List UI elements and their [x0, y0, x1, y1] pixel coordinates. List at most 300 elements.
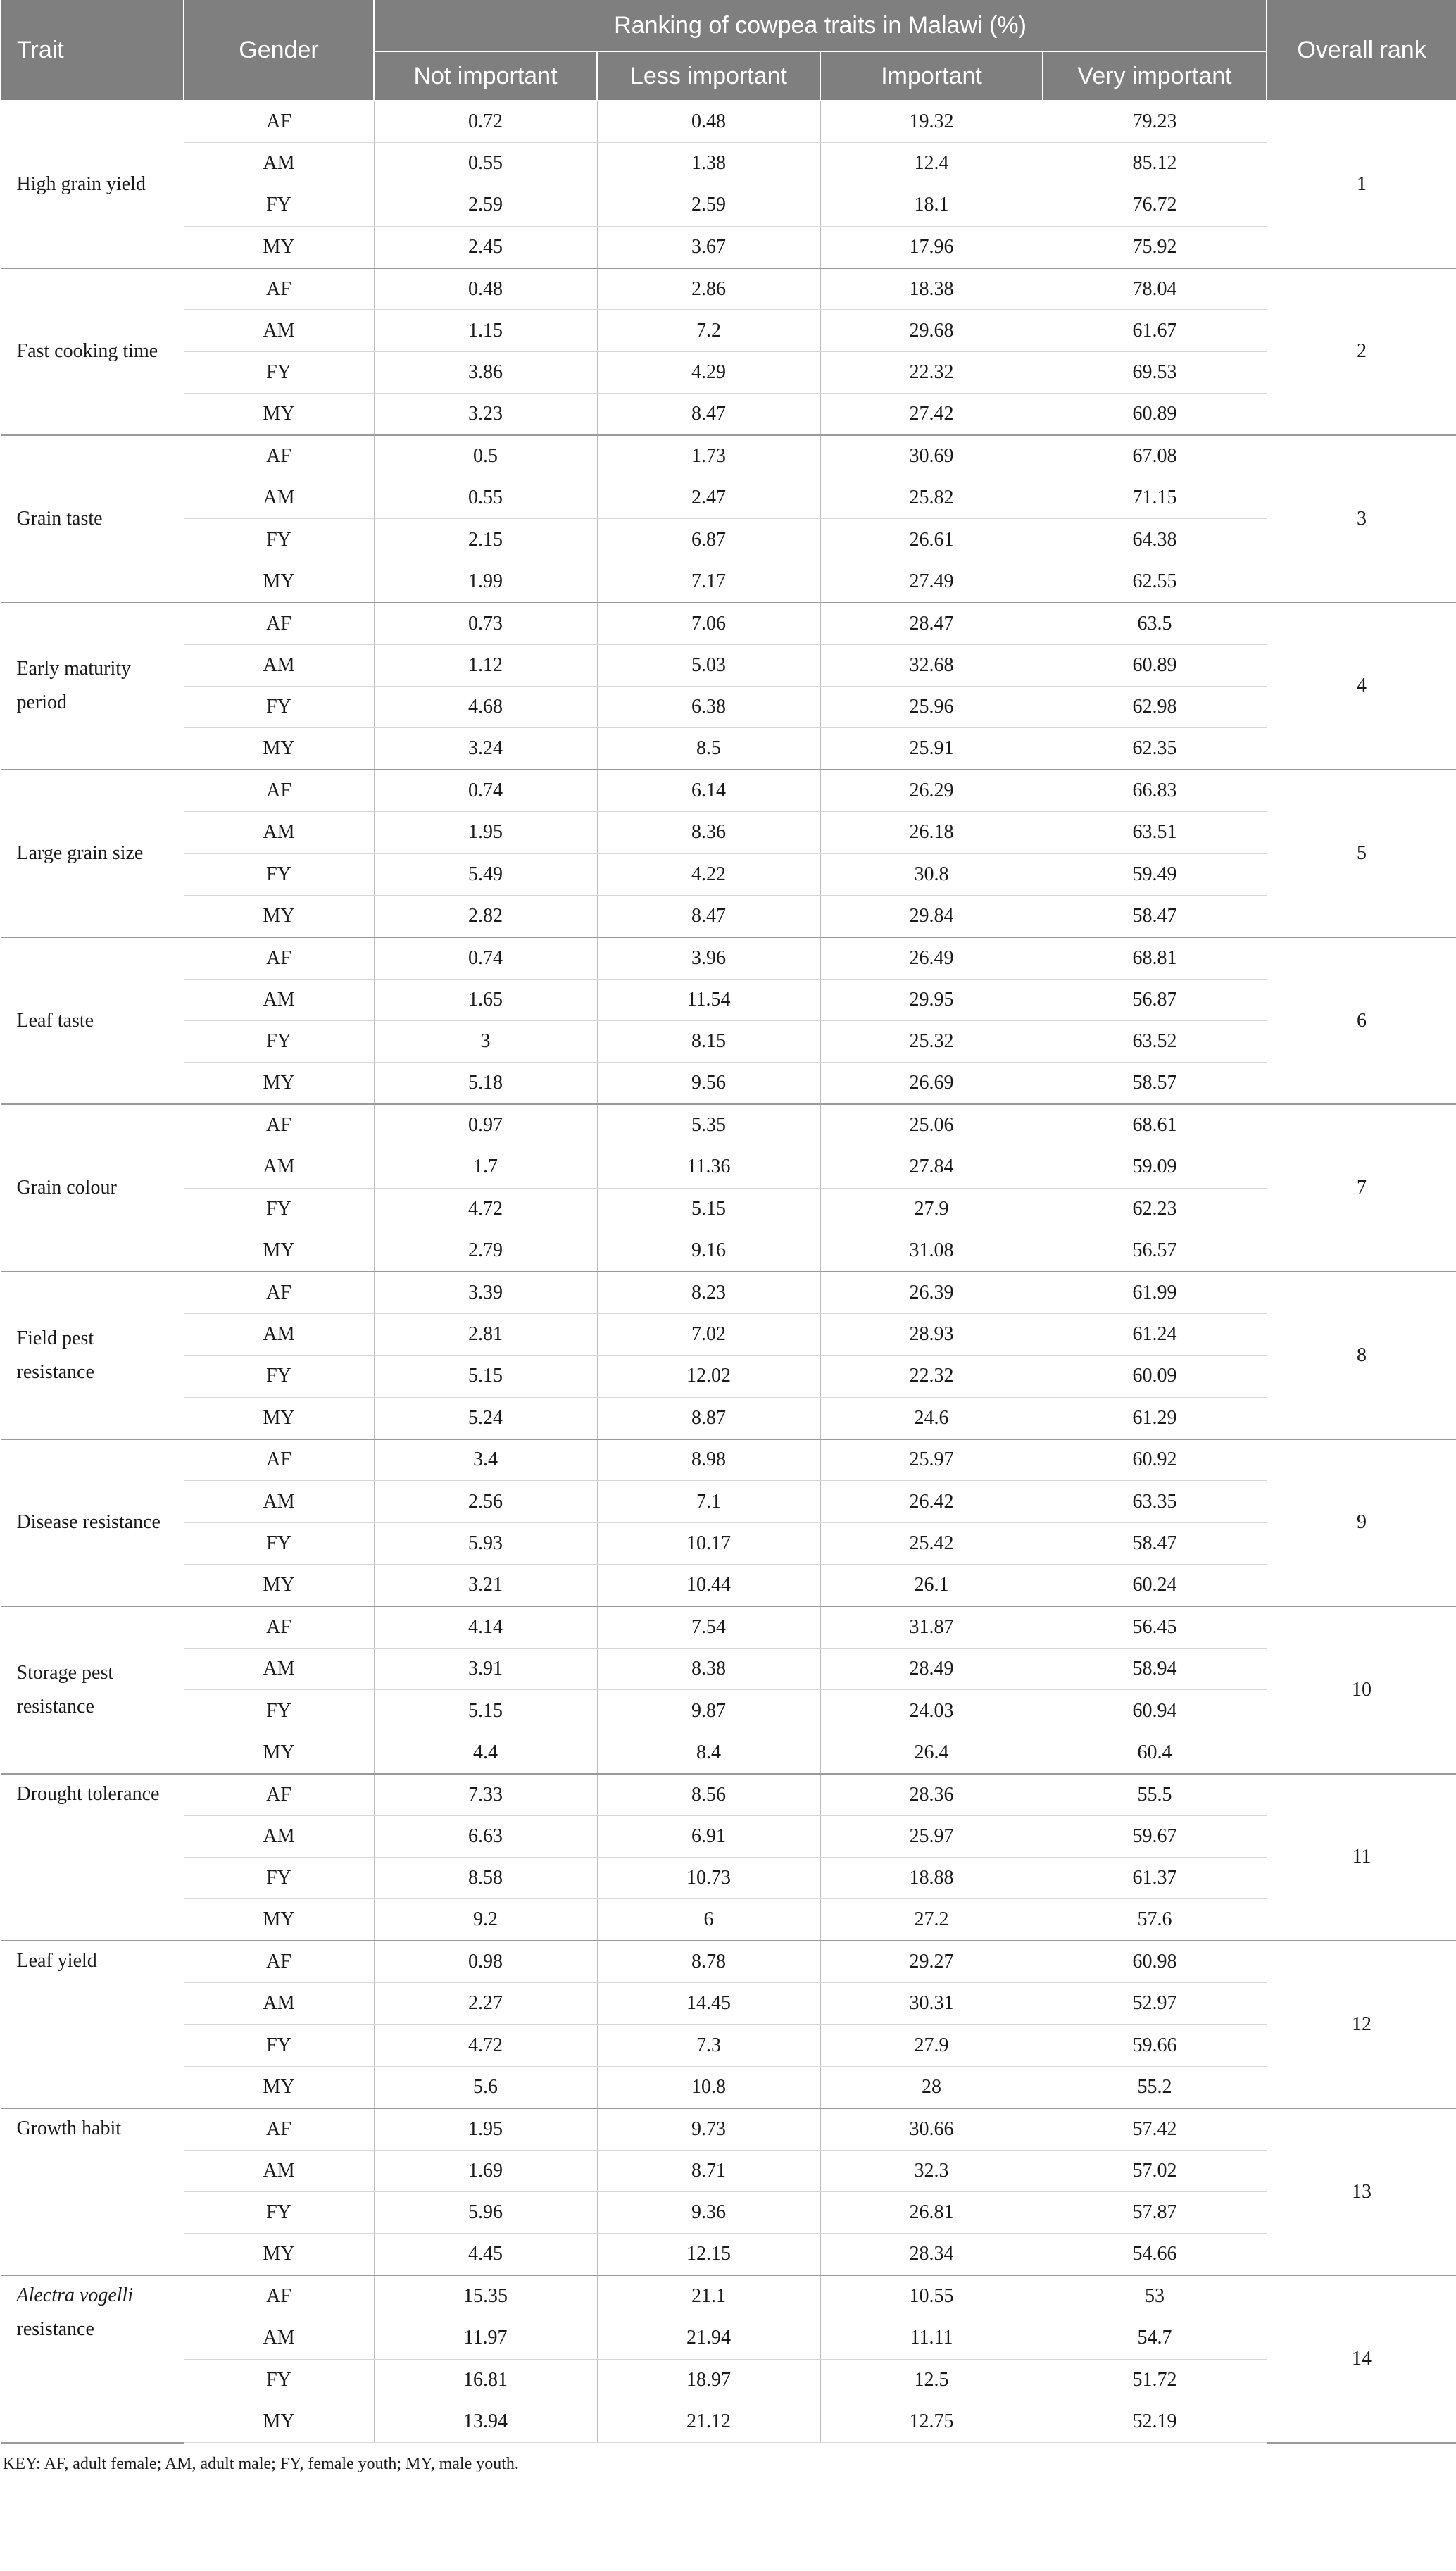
important-cell: 29.84 [820, 895, 1043, 937]
very-important-cell: 79.23 [1043, 101, 1267, 142]
gender-cell: AF [184, 435, 374, 477]
very-important-cell: 59.66 [1043, 2025, 1267, 2066]
less-important-cell: 6.14 [597, 770, 820, 811]
gender-cell: AF [184, 2275, 374, 2317]
overall-rank-cell: 12 [1267, 1941, 1456, 2108]
gender-cell: AF [184, 1439, 374, 1481]
overall-rank-cell: 5 [1267, 770, 1456, 937]
important-cell: 26.81 [820, 2192, 1043, 2234]
important-cell: 27.49 [820, 561, 1043, 602]
table-row [1, 603, 1456, 644]
not-important-cell: 0.55 [374, 477, 597, 519]
not-important-cell: 5.49 [374, 853, 597, 895]
very-important-cell: 56.87 [1043, 979, 1267, 1020]
very-important-cell: 60.89 [1043, 394, 1267, 435]
gender-cell: AF [184, 603, 374, 644]
table-row [1, 979, 1456, 1020]
overall-rank-cell: 2 [1267, 268, 1456, 436]
header-very-important: Very important [1043, 51, 1267, 101]
not-important-cell: 3.24 [374, 728, 597, 770]
not-important-cell: 3.86 [374, 351, 597, 393]
important-cell: 26.42 [820, 1481, 1043, 1522]
less-important-cell: 9.16 [597, 1230, 820, 1272]
less-important-cell: 4.29 [597, 351, 820, 393]
not-important-cell: 0.74 [374, 937, 597, 979]
very-important-cell: 60.4 [1043, 1732, 1267, 1773]
gender-cell: AM [184, 1313, 374, 1355]
very-important-cell: 60.94 [1043, 1690, 1267, 1732]
overall-rank-cell: 13 [1267, 2108, 1456, 2276]
not-important-cell: 0.97 [374, 1104, 597, 1146]
header-less-important: Less important [597, 51, 820, 101]
gender-cell: MY [184, 394, 374, 435]
very-important-cell: 55.5 [1043, 1774, 1267, 1815]
important-cell: 27.9 [820, 2025, 1043, 2066]
not-important-cell: 5.6 [374, 2066, 597, 2108]
table-row [1, 477, 1456, 519]
important-cell: 26.49 [820, 937, 1043, 979]
gender-cell: AM [184, 1648, 374, 1689]
trait-italic-name: Alectra vogelli [16, 2284, 134, 2307]
table-row [1, 937, 1456, 979]
important-cell: 28.49 [820, 1648, 1043, 1689]
less-important-cell: 10.8 [597, 2066, 820, 2108]
gender-cell: FY [184, 351, 374, 393]
not-important-cell: 5.15 [374, 1690, 597, 1732]
very-important-cell: 52.97 [1043, 1983, 1267, 2025]
very-important-cell: 57.02 [1043, 2150, 1267, 2191]
gender-cell: MY [184, 1397, 374, 1439]
not-important-cell: 3.39 [374, 1272, 597, 1313]
header-gender: Gender [184, 0, 374, 101]
less-important-cell: 21.94 [597, 2317, 820, 2359]
very-important-cell: 51.72 [1043, 2359, 1267, 2401]
not-important-cell: 1.65 [374, 979, 597, 1020]
very-important-cell: 62.98 [1043, 686, 1267, 727]
less-important-cell: 2.86 [597, 268, 820, 310]
less-important-cell: 14.45 [597, 1983, 820, 2025]
very-important-cell: 63.51 [1043, 812, 1267, 853]
not-important-cell: 2.56 [374, 1481, 597, 1522]
gender-cell: AM [184, 142, 374, 184]
gender-cell: FY [184, 2359, 374, 2401]
less-important-cell: 7.54 [597, 1606, 820, 1648]
table-row [1, 310, 1456, 351]
very-important-cell: 58.57 [1043, 1063, 1267, 1104]
very-important-cell: 60.89 [1043, 644, 1267, 686]
important-cell: 30.69 [820, 435, 1043, 477]
very-important-cell: 60.24 [1043, 1565, 1267, 1606]
very-important-cell: 61.37 [1043, 1857, 1267, 1898]
table-row [1, 2317, 1456, 2359]
table-row [1, 1481, 1456, 1522]
gender-cell: MY [184, 1230, 374, 1272]
trait-cell: Early maturity period [1, 603, 184, 770]
table-row [1, 644, 1456, 686]
less-important-cell: 12.15 [597, 2234, 820, 2275]
table-row [1, 1648, 1456, 1689]
table-row [1, 1104, 1456, 1146]
table-row [1, 812, 1456, 853]
table-row [1, 142, 1456, 184]
not-important-cell: 0.98 [374, 1941, 597, 1982]
important-cell: 30.8 [820, 853, 1043, 895]
table-row [1, 1983, 1456, 2025]
important-cell: 28.34 [820, 2234, 1043, 2275]
important-cell: 12.75 [820, 2401, 1043, 2442]
table-body [1, 101, 1456, 2443]
very-important-cell: 53 [1043, 2275, 1267, 2317]
less-important-cell: 6.38 [597, 686, 820, 727]
table-row [1, 1815, 1456, 1857]
important-cell: 25.97 [820, 1815, 1043, 1857]
table-row [1, 1774, 1456, 1815]
less-important-cell: 1.73 [597, 435, 820, 477]
less-important-cell: 7.2 [597, 310, 820, 351]
table-row [1, 1941, 1456, 1982]
trait-cell: Fast cooking time [1, 268, 184, 436]
gender-cell: MY [184, 728, 374, 770]
header-trait: Trait [1, 0, 184, 101]
table-row [1, 1439, 1456, 1481]
trait-cell: Leaf taste [1, 937, 184, 1105]
gender-cell: AF [184, 268, 374, 310]
not-important-cell: 11.97 [374, 2317, 597, 2359]
important-cell: 25.42 [820, 1522, 1043, 1564]
important-cell: 25.97 [820, 1439, 1043, 1481]
not-important-cell: 2.59 [374, 184, 597, 226]
table-row [1, 2401, 1456, 2442]
gender-cell: AM [184, 310, 374, 351]
important-cell: 28.93 [820, 1313, 1043, 1355]
not-important-cell: 13.94 [374, 2401, 597, 2442]
header-important: Important [820, 51, 1043, 101]
important-cell: 29.68 [820, 310, 1043, 351]
not-important-cell: 2.15 [374, 519, 597, 561]
table-row [1, 1188, 1456, 1230]
very-important-cell: 67.08 [1043, 435, 1267, 477]
table-row [1, 2066, 1456, 2108]
gender-cell: AM [184, 1983, 374, 2025]
important-cell: 26.4 [820, 1732, 1043, 1773]
gender-cell: MY [184, 1899, 374, 1941]
table-row [1, 853, 1456, 895]
less-important-cell: 1.38 [597, 142, 820, 184]
very-important-cell: 64.38 [1043, 519, 1267, 561]
important-cell: 27.9 [820, 1188, 1043, 1230]
trait-cell: Grain colour [1, 1104, 184, 1272]
less-important-cell: 8.56 [597, 1774, 820, 1815]
not-important-cell: 2.79 [374, 1230, 597, 1272]
table-header [1, 0, 1456, 101]
not-important-cell: 5.93 [374, 1522, 597, 1564]
not-important-cell: 4.68 [374, 686, 597, 727]
gender-cell: MY [184, 226, 374, 268]
not-important-cell: 2.27 [374, 1983, 597, 2025]
not-important-cell: 2.82 [374, 895, 597, 937]
trait-cell: Drought tolerance [1, 1774, 184, 1941]
very-important-cell: 61.29 [1043, 1397, 1267, 1439]
very-important-cell: 78.04 [1043, 268, 1267, 310]
gender-cell: AM [184, 2150, 374, 2191]
table-row [1, 2234, 1456, 2275]
less-important-cell: 8.47 [597, 895, 820, 937]
less-important-cell: 6.91 [597, 1815, 820, 1857]
table-row [1, 1356, 1456, 1397]
important-cell: 26.69 [820, 1063, 1043, 1104]
not-important-cell: 5.24 [374, 1397, 597, 1439]
less-important-cell: 2.59 [597, 184, 820, 226]
very-important-cell: 55.2 [1043, 2066, 1267, 2108]
less-important-cell: 21.1 [597, 2275, 820, 2317]
table-row [1, 101, 1456, 142]
not-important-cell: 0.74 [374, 770, 597, 811]
important-cell: 12.4 [820, 142, 1043, 184]
gender-cell: AM [184, 477, 374, 519]
table-row [1, 1899, 1456, 1941]
table-row [1, 1857, 1456, 1898]
important-cell: 12.5 [820, 2359, 1043, 2401]
gender-cell: FY [184, 2192, 374, 2234]
table-row [1, 1272, 1456, 1313]
important-cell: 26.18 [820, 812, 1043, 853]
important-cell: 11.11 [820, 2317, 1043, 2359]
trait-cell: Grain taste [1, 435, 184, 603]
less-important-cell: 9.73 [597, 2108, 820, 2150]
very-important-cell: 57.87 [1043, 2192, 1267, 2234]
trait-cell: Growth habit [1, 2108, 184, 2276]
important-cell: 28.36 [820, 1774, 1043, 1815]
gender-cell: MY [184, 895, 374, 937]
important-cell: 22.32 [820, 1356, 1043, 1397]
not-important-cell: 1.95 [374, 812, 597, 853]
very-important-cell: 57.42 [1043, 2108, 1267, 2150]
important-cell: 29.95 [820, 979, 1043, 1020]
table-row [1, 1732, 1456, 1773]
less-important-cell: 7.06 [597, 603, 820, 644]
important-cell: 30.31 [820, 1983, 1043, 2025]
gender-cell: MY [184, 2401, 374, 2442]
table-row [1, 2359, 1456, 2401]
trait-cell: Disease resistance [1, 1439, 184, 1607]
gender-cell: FY [184, 686, 374, 727]
table-row [1, 1230, 1456, 1272]
very-important-cell: 52.19 [1043, 2401, 1267, 2442]
gender-cell: AM [184, 644, 374, 686]
important-cell: 28 [820, 2066, 1043, 2108]
important-cell: 31.08 [820, 1230, 1043, 1272]
very-important-cell: 66.83 [1043, 770, 1267, 811]
gender-cell: FY [184, 1690, 374, 1732]
table-row [1, 561, 1456, 602]
less-important-cell: 10.17 [597, 1522, 820, 1564]
important-cell: 18.88 [820, 1857, 1043, 1898]
very-important-cell: 76.72 [1043, 184, 1267, 226]
table-row [1, 1565, 1456, 1606]
overall-rank-cell: 4 [1267, 603, 1456, 770]
important-cell: 26.29 [820, 770, 1043, 811]
important-cell: 26.1 [820, 1565, 1043, 1606]
gender-cell: FY [184, 1857, 374, 1898]
less-important-cell: 8.36 [597, 812, 820, 853]
not-important-cell: 0.73 [374, 603, 597, 644]
trait-cell: Large grain size [1, 770, 184, 937]
less-important-cell: 9.36 [597, 2192, 820, 2234]
trait-cell [1, 2275, 184, 2443]
not-important-cell: 3.21 [374, 1565, 597, 1606]
gender-cell: AF [184, 1774, 374, 1815]
gender-cell: AF [184, 1941, 374, 1982]
gender-cell: AM [184, 1481, 374, 1522]
very-important-cell: 54.66 [1043, 2234, 1267, 2275]
less-important-cell: 7.17 [597, 561, 820, 602]
important-cell: 32.3 [820, 2150, 1043, 2191]
not-important-cell: 1.69 [374, 2150, 597, 2191]
gender-cell: FY [184, 1188, 374, 1230]
overall-rank-cell: 14 [1267, 2275, 1456, 2443]
gender-cell: MY [184, 1063, 374, 1104]
gender-cell: AF [184, 1606, 374, 1648]
less-important-cell: 8.78 [597, 1941, 820, 1982]
important-cell: 28.47 [820, 603, 1043, 644]
less-important-cell: 2.47 [597, 477, 820, 519]
table-row [1, 2275, 1456, 2317]
very-important-cell: 56.57 [1043, 1230, 1267, 1272]
table-row [1, 1690, 1456, 1732]
table-row [1, 2192, 1456, 2234]
important-cell: 18.38 [820, 268, 1043, 310]
table-row [1, 2108, 1456, 2150]
table-row [1, 1606, 1456, 1648]
gender-cell: MY [184, 1565, 374, 1606]
overall-rank-cell: 11 [1267, 1774, 1456, 1941]
less-important-cell: 5.15 [597, 1188, 820, 1230]
very-important-cell: 59.09 [1043, 1146, 1267, 1188]
gender-cell: FY [184, 853, 374, 895]
gender-cell: FY [184, 184, 374, 226]
not-important-cell: 3.4 [374, 1439, 597, 1481]
not-important-cell: 8.58 [374, 1857, 597, 1898]
important-cell: 31.87 [820, 1606, 1043, 1648]
very-important-cell: 71.15 [1043, 477, 1267, 519]
not-important-cell: 3.91 [374, 1648, 597, 1689]
very-important-cell: 59.67 [1043, 1815, 1267, 1857]
table-key: KEY: AF, adult female; AM, adult male; FY, female youth; MY, male youth. [3, 2454, 519, 2473]
header-overall-rank: Overall rank [1267, 0, 1456, 101]
important-cell: 26.61 [820, 519, 1043, 561]
very-important-cell: 60.92 [1043, 1439, 1267, 1481]
important-cell: 32.68 [820, 644, 1043, 686]
less-important-cell: 8.71 [597, 2150, 820, 2191]
not-important-cell: 0.55 [374, 142, 597, 184]
important-cell: 27.42 [820, 394, 1043, 435]
less-important-cell: 5.03 [597, 644, 820, 686]
important-cell: 29.27 [820, 1941, 1043, 1982]
header-ranking-group: Ranking of cowpea traits in Malawi (%) [374, 0, 1267, 51]
not-important-cell: 3.23 [374, 394, 597, 435]
important-cell: 25.06 [820, 1104, 1043, 1146]
trait-cell: Storage pest resistance [1, 1606, 184, 1774]
gender-cell: FY [184, 1356, 374, 1397]
gender-cell: AM [184, 812, 374, 853]
gender-cell: FY [184, 1522, 374, 1564]
less-important-cell: 10.44 [597, 1565, 820, 1606]
not-important-cell: 2.81 [374, 1313, 597, 1355]
table-row [1, 1397, 1456, 1439]
very-important-cell: 62.35 [1043, 728, 1267, 770]
important-cell: 19.32 [820, 101, 1043, 142]
very-important-cell: 57.6 [1043, 1899, 1267, 1941]
important-cell: 22.32 [820, 351, 1043, 393]
less-important-cell: 4.22 [597, 853, 820, 895]
less-important-cell: 11.54 [597, 979, 820, 1020]
less-important-cell: 6 [597, 1899, 820, 1941]
less-important-cell: 6.87 [597, 519, 820, 561]
header-not-important: Not important [374, 51, 597, 101]
not-important-cell: 9.2 [374, 1899, 597, 1941]
not-important-cell: 5.15 [374, 1356, 597, 1397]
gender-cell: FY [184, 2025, 374, 2066]
overall-rank-cell: 9 [1267, 1439, 1456, 1607]
very-important-cell: 68.81 [1043, 937, 1267, 979]
table-row [1, 268, 1456, 310]
very-important-cell: 63.35 [1043, 1481, 1267, 1522]
table-row [1, 2025, 1456, 2066]
less-important-cell: 11.36 [597, 1146, 820, 1188]
very-important-cell: 62.23 [1043, 1188, 1267, 1230]
gender-cell: AF [184, 770, 374, 811]
overall-rank-cell: 6 [1267, 937, 1456, 1105]
table-row [1, 394, 1456, 435]
less-important-cell: 9.87 [597, 1690, 820, 1732]
table-row [1, 435, 1456, 477]
trait-cell: High grain yield [1, 101, 184, 268]
less-important-cell: 8.23 [597, 1272, 820, 1313]
gender-cell: AM [184, 2317, 374, 2359]
table-row [1, 770, 1456, 811]
less-important-cell: 8.4 [597, 1732, 820, 1773]
important-cell: 30.66 [820, 2108, 1043, 2150]
very-important-cell: 63.5 [1043, 603, 1267, 644]
very-important-cell: 61.67 [1043, 310, 1267, 351]
less-important-cell: 8.5 [597, 728, 820, 770]
not-important-cell: 3 [374, 1021, 597, 1063]
overall-rank-cell: 7 [1267, 1104, 1456, 1272]
table-row [1, 1146, 1456, 1188]
not-important-cell: 1.95 [374, 2108, 597, 2150]
not-important-cell: 1.99 [374, 561, 597, 602]
less-important-cell: 8.15 [597, 1021, 820, 1063]
not-important-cell: 0.5 [374, 435, 597, 477]
less-important-cell: 8.98 [597, 1439, 820, 1481]
overall-rank-cell: 8 [1267, 1272, 1456, 1439]
not-important-cell: 0.72 [374, 101, 597, 142]
important-cell: 24.6 [820, 1397, 1043, 1439]
gender-cell: AF [184, 1104, 374, 1146]
table-row [1, 351, 1456, 393]
important-cell: 27.2 [820, 1899, 1043, 1941]
not-important-cell: 4.72 [374, 1188, 597, 1230]
important-cell: 10.55 [820, 2275, 1043, 2317]
very-important-cell: 60.98 [1043, 1941, 1267, 1982]
very-important-cell: 62.55 [1043, 561, 1267, 602]
not-important-cell: 16.81 [374, 2359, 597, 2401]
very-important-cell: 58.47 [1043, 1522, 1267, 1564]
gender-cell: AF [184, 101, 374, 142]
table-row [1, 1522, 1456, 1564]
gender-cell: MY [184, 1732, 374, 1773]
less-important-cell: 8.38 [597, 1648, 820, 1689]
